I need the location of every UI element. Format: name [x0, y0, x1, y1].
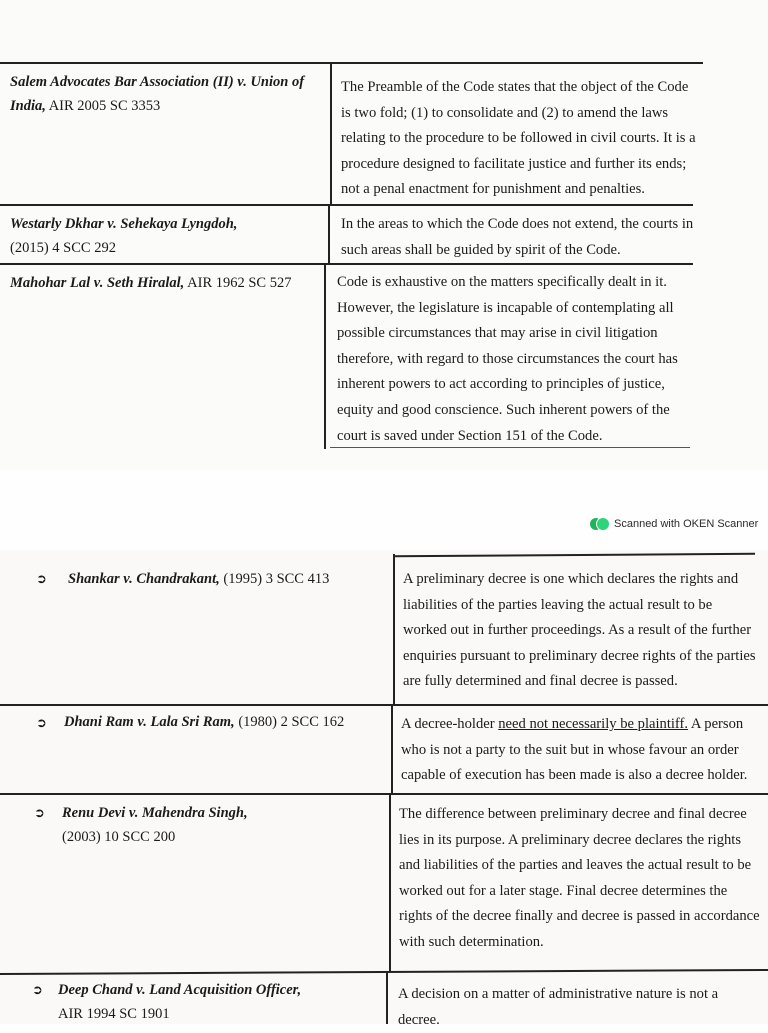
case-citation: AIR 1994 SC 1901 [58, 1006, 170, 1022]
case-name: Deep Chand v. Land Acquisition Officer, [58, 982, 302, 998]
row-divider [0, 793, 768, 795]
case-name: Westarly Dkhar v. Sehekaya Lyngdoh, [10, 216, 238, 232]
table-top-rule [0, 62, 703, 64]
column-divider [324, 263, 326, 449]
table-row [64, 710, 386, 734]
case-citation: (1995) 3 SCC 413 [223, 571, 330, 587]
case-name: Mahohar Lal v. Seth Hiralal, [10, 275, 185, 291]
table-row [68, 567, 388, 591]
case-citation: (2003) 10 SCC 200 [62, 829, 176, 845]
case-description: A decision on a matter of administrative nature is not a decree. [398, 986, 719, 1028]
row-divider [0, 704, 768, 706]
case-citation: AIR 2005 SC 3353 [48, 98, 161, 114]
column-divider [386, 971, 388, 1024]
column-divider [391, 704, 393, 793]
scanner-logo-icon [590, 517, 608, 531]
scanner-watermark [590, 517, 758, 531]
case-name: Salem Advocates Bar Association (II) v. Union of India, [10, 74, 305, 114]
column-divider [393, 554, 395, 704]
case-name: Dhani Ram v. Lala Sri Ram, [64, 714, 235, 730]
row-divider [0, 204, 693, 206]
table-top-rule [393, 553, 755, 557]
case-citation: (2015) 4 SCC 292 [10, 240, 116, 256]
page-one [0, 0, 768, 470]
case-name: Renu Devi v. Mahendra Singh, [62, 805, 248, 821]
table-row [10, 212, 310, 260]
row-divider [0, 969, 768, 975]
arrow-bullet-icon: ➲ [34, 806, 45, 821]
case-citation: AIR 1962 SC 527 [187, 275, 292, 291]
row-divider [0, 263, 693, 265]
column-divider [328, 204, 330, 263]
arrow-bullet-icon: ➲ [36, 572, 47, 587]
arrow-bullet-icon: ➲ [36, 716, 47, 731]
page-gap [0, 470, 768, 550]
table-row [10, 271, 322, 295]
column-divider [389, 793, 391, 971]
page-two [0, 550, 768, 1028]
case-description: The difference between preliminary decree and final decree lies in its purpose. A preliminary decree declares the rights and liabilities of the parties and leaves the actual result to be worked out for a later stage. Final decree determines the rights of the decree finally and decree is passed in accordance with such determination. [399, 806, 760, 950]
case-description: The Preamble of the Code states that the object of the Code is two fold; (1) to consolidate and (2) to amend the laws relating to the procedure to be followed in civil courts. It is a procedure designed to facilitate justice and further its ends; not a penal enactment for punishment and penalties. [341, 79, 696, 198]
column-divider [330, 62, 332, 204]
table-row [10, 70, 328, 118]
table-row [62, 801, 384, 849]
case-description: A preliminary decree is one which declares the rights and liabilities of the parties leaving the actual result to be worked out in further proceedings. As a result of the further enquiries pursuant to preliminary decree rights of the parties are fully determined and final decree is passed. [403, 571, 756, 689]
case-description: In the areas to which the Code does not extend, the courts in such areas shall be guided by spirit of the Code. [341, 216, 694, 258]
description-underlined: need not necessarily be plaintiff. [498, 716, 689, 732]
scanner-label: Scanned with OKEN Scanner [614, 518, 759, 530]
case-description: Code is exhaustive on the matters specifically dealt in it. However, the legislature is incapable of contemplating all possible circumstances that may arise in civil litigation therefore, with regard to those circumstances the court has inherent powers to act according to principles of justice, equity and good conscience. Such inherent powers of the court is saved under Section 151 of the Code. [337, 274, 678, 444]
arrow-bullet-icon: ➲ [32, 983, 43, 998]
case-description [401, 712, 761, 789]
case-citation: (1980) 2 SCC 162 [238, 714, 345, 730]
table-row [58, 978, 383, 1026]
case-name: Shankar v. Chandrakant, [68, 571, 220, 587]
description-rest: A person who is not a party to the suit but in whose favour an order capable of execution has been made is also a decree holder. [401, 716, 748, 783]
description-prefix: A decree-holder [401, 716, 499, 732]
